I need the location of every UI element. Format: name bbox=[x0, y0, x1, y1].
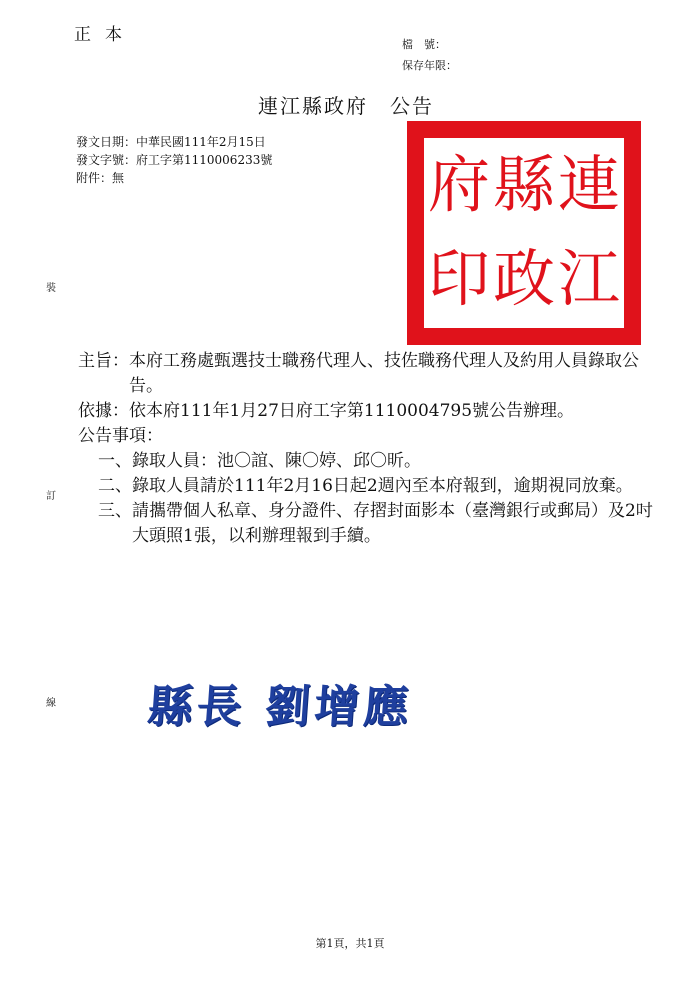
subject-paragraph bbox=[78, 349, 668, 399]
notice-item bbox=[98, 499, 668, 549]
seal-char: 連 bbox=[557, 148, 621, 221]
file-number-label: 檔 號： bbox=[402, 38, 446, 51]
notice-item bbox=[98, 449, 668, 474]
basis-label: 依據： bbox=[78, 401, 129, 421]
basis-text: 依本府111年1月27日府工字第1110004795號公告辦理。 bbox=[129, 401, 575, 421]
binding-mark-ding: 訂 bbox=[46, 491, 56, 502]
notice-items bbox=[98, 449, 668, 549]
attachment: 附件：無 bbox=[76, 171, 125, 185]
item-number: 三、 bbox=[98, 501, 132, 521]
document-title: 連江縣政府 公告 bbox=[258, 94, 434, 118]
notice-item bbox=[98, 474, 668, 499]
item-text: 錄取人員請於111年2月16日起2週內至本府報到，逾期視同放棄。 bbox=[132, 476, 633, 496]
seal-char: 江 bbox=[557, 242, 621, 315]
seal-char: 政 bbox=[492, 242, 556, 315]
seal-char: 府 bbox=[427, 148, 491, 221]
item-text: 錄取人員：池〇誼、陳〇婷、邱〇昕。 bbox=[132, 451, 421, 471]
official-seal bbox=[404, 118, 644, 348]
item-number: 一、 bbox=[98, 451, 132, 471]
copy-label: 正本 bbox=[74, 25, 136, 45]
notice-heading: 公告事項： bbox=[78, 426, 163, 446]
retention-label: 保存年限： bbox=[402, 59, 457, 72]
file-meta bbox=[402, 34, 457, 76]
binding-mark-zhuang: 裝 bbox=[46, 283, 56, 294]
subject-label: 主旨： bbox=[78, 351, 129, 371]
document-number: 發文字號：府工字第1110006233號 bbox=[76, 153, 273, 167]
magistrate-signature: 縣長 劉增應 bbox=[145, 680, 415, 733]
document-header bbox=[76, 133, 272, 187]
item-number: 二、 bbox=[98, 476, 132, 496]
item-text: 請攜帶個人私章、身分證件、存摺封面影本（臺灣銀行或郵局）及2吋大頭照1張，以利辦理報到手續。 bbox=[132, 501, 653, 546]
basis-paragraph bbox=[78, 399, 668, 424]
issue-date: 發文日期：中華民國111年2月15日 bbox=[76, 135, 266, 149]
binding-mark-xian: 線 bbox=[46, 698, 56, 709]
page-footer: 第1頁，共1頁 bbox=[315, 937, 385, 950]
subject-text: 本府工務處甄選技士職務代理人、技佐職務代理人及約用人員錄取公告。 bbox=[129, 351, 639, 396]
notice-body bbox=[78, 349, 668, 549]
seal-char: 縣 bbox=[492, 148, 556, 221]
seal-char: 印 bbox=[427, 242, 491, 315]
